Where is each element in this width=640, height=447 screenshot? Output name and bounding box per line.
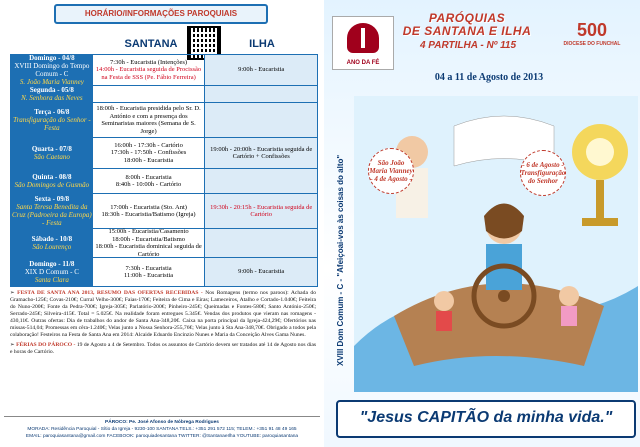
santana-entry: 18:00h - Eucaristia dominical seguida de Cartório — [95, 243, 202, 258]
ilha-entry: 9:00h - Eucaristia — [238, 66, 285, 74]
announcement-item: ➢ FÉRIAS DO PÁROCO - 19 de Agosto a 4 de Setembro. Todos os assuntos de Cartório devem ser tratados até 14 de Agosto nos dias e horas de Cartório. — [10, 342, 317, 355]
schedule-day — [11, 103, 93, 137]
day-sub: XIX D Comum - C — [24, 268, 79, 276]
day-sub2: Santa Clara — [34, 276, 69, 284]
schedule-day — [11, 258, 93, 286]
day-label: Quinta - 08/8 — [32, 173, 72, 181]
announcement-text: Nos Romagens (termo nos paroos): Achada do Gramacho-125€; Covas-210€; Curral Velho-300€; Faias-170€; Feiteira de Cima e Eiras; Lameceiros, Atalho e Cortado-1.040€; Feiteira do Nuno-200€; Fonte da Pedra-700€; Igreja-305€; Parlatório-200€; Pinheiro-245€; Queimadas e Fontes-580€; Santo António-250€; Serrado-245€; Silveira-415€. Total = 5.025€. Na realidade foram entregues 5.345€. Vendas dos produtos que vieram nas romagens - 430,11€. Outras ofertas: Dia de trabalhos do andor de Santa Ana-348,20€. Caixa na porta principal da Igreja-424,29€; Ofertórios nas missas-514,04; Promessas em cêra-1.240€; Velas junto a Nossa Senhora-255,76€; Velas junto à Sta Ana-348,70€. Obrigado a todos pela colaboração! Festeiros na Festa de Santa Ana em 2014: Alcaide Eduardo Encinzio Nunes e Maria da Conceição Alves Gama Nunes. — [10, 290, 316, 338]
santana-entry: 18:00h - Eucaristia presidida pelo Sr. D. António e com a presença dos Seminaristas maiores (Semana de S. Jorge) — [96, 105, 201, 135]
issue-number: 4 PARTILHA - Nº 115 — [419, 40, 517, 51]
santana-column-header: SANTANA — [124, 38, 178, 50]
ilha-entry: 9:00h - Eucaristia — [238, 268, 285, 276]
santana-entry: 8:00h - Eucaristia — [125, 173, 172, 181]
schedule-day — [11, 229, 93, 257]
badge-saint-text: São João Maria Vianney - 4 de Agosto - — [369, 159, 413, 183]
schedule-row — [10, 257, 318, 287]
santana-cell — [93, 169, 206, 193]
santana-cell — [93, 229, 206, 257]
year-of-faith-logo — [332, 16, 394, 70]
day-label: Terça - 06/8 — [34, 108, 70, 116]
ilha-entry: 19:00h - 20:00h - Eucaristia seguida de Cartório + Confissões — [210, 145, 313, 160]
crest-icon — [347, 23, 379, 53]
ilha-column-header: ILHA — [249, 38, 275, 50]
schedule-row — [10, 168, 318, 194]
day-sub: Santa Teresa Benedita da Cruz (Padroeira da Europa) - Festa — [11, 203, 92, 227]
santana-entry: 11:00h - Eucaristia — [123, 272, 174, 279]
seal-caption: DIOCESE DO FUNCHAL — [563, 41, 621, 47]
schedule-row — [10, 193, 318, 229]
santana-cell — [93, 138, 206, 168]
ilha-cell — [205, 169, 317, 193]
announcement-heading: FESTA DE SANTA ANA 2013, RESUMO DAS OFERTAS RECEBIDAS - — [17, 290, 203, 296]
ilha-cell — [205, 103, 317, 137]
day-label: Sábado - 10/8 — [31, 235, 73, 243]
slogan-banner: "Jesus CAPITÃO da minha vida." — [336, 400, 636, 438]
schedule-row — [10, 54, 318, 86]
santana-entry: 7:30h - Eucaristia (Intenções) — [110, 58, 188, 66]
santana-entry: 15:00h - Eucaristia/Casamento — [108, 228, 189, 235]
schedule-row — [10, 85, 318, 103]
ilha-cell — [205, 258, 317, 286]
badge-transfiguration — [520, 150, 566, 196]
santana-entry: 18:00h - Eucaristia/Batismo — [112, 235, 186, 243]
seal-number: 500 — [576, 20, 608, 40]
santana-cell — [93, 194, 206, 228]
right-page — [324, 0, 640, 447]
ilha-entry: 19:30h - 20:15h - Eucaristia seguida de Cartório — [210, 203, 313, 218]
day-sub: São Caetano — [33, 153, 70, 161]
day-label: Sexta - 09/8 — [34, 195, 70, 203]
schedule-day — [11, 86, 93, 102]
santana-cell — [93, 258, 206, 286]
day-sub: N. Senhora das Neves — [21, 94, 83, 102]
left-page — [2, 0, 320, 447]
day-sub2: S. João Maria Vianney — [19, 78, 84, 86]
day-label: Quarta - 07/8 — [31, 145, 72, 153]
ilha-cell — [205, 86, 317, 102]
santana-entry: 14:00h - Eucaristia seguida de Procissão na Festa de SSS (Pe. Fábio Ferreira) — [95, 66, 202, 81]
footer-address: MORADA: Residência Paroquial - Sítio da Igreja - 9230-100 SANTANA TELS.: +351 291 572 115; TELEM.: +351 91 48 49 165 — [27, 427, 297, 432]
parish-title-line2: DE SANTANA E ILHA — [402, 24, 532, 38]
parish-title-line1: PARÓQUIAS — [428, 11, 506, 25]
vertical-slogan: XVIII Dom Comum - C - "Afeiçoai-vos às coisas do alto" — [336, 154, 345, 366]
santana-cell — [93, 86, 206, 102]
announcement-item: ➢ FESTA DE SANTA ANA 2013, RESUMO DAS OFERTAS RECEBIDAS - Nos Romagens (termo nos paroos): Achada do Gramacho-125€; Covas-210€; Curral Velho-300€; Faias-170€; Feiteira de Cima e Eiras; Lameceiros, Atalho e Cortado-1.040€; Feiteira do Nuno-200€; Fonte da Pedra-700€; Igreja-305€; Parlatório-200€; Pinheiro-245€; Queimadas e Fontes-580€; Santo António-250€; Serrado-245€; Silveira-415€. Total = 5.025€. Na realidade foram entregues 5.345€. Vendas dos produtos que vieram nas romagens - 430,11€. Outras ofertas: Dia de trabalhos do andor de Santa Ana-348,20€. Caixa na porta principal da Igreja-424,29€; Ofertórios nas missas-514,04; Promessas em cêra-1.240€; Velas junto a Nossa Senhora-255,76€; Velas junto à Sta Ana-348,70€. Obrigado a todos pela colaboração! Festeiros na Festa de Santa Ana em 2014: Alcaide Eduardo Encinzio Nunes e Maria da Conceição Alves Gama Nunes. — [10, 290, 316, 338]
logo-caption: ANO DA FÉ — [346, 60, 380, 66]
footer-contacts: EMAIL: paroquiasantana@gmail.com FACEBOOK: paroquiadesantana TWITTER: @SantanaeIlha YOUTUBE: paroquiasantana — [25, 434, 299, 439]
day-label: Domingo - 04/8 — [29, 54, 75, 62]
schedule-title: HORÁRIO/INFORMAÇÕES PAROQUIAIS — [54, 4, 268, 24]
announcement-heading: FÉRIAS DO PÁROCO - — [16, 342, 76, 348]
santana-entry: 8:40h - 10:00h - Cartório — [115, 181, 182, 188]
schedule-day — [11, 169, 93, 193]
santana-entry: 17:00h - Eucaristia (Sto. Ant) — [110, 203, 187, 211]
ilha-cell — [205, 229, 317, 257]
schedule-day — [11, 138, 93, 168]
santana-cell — [93, 55, 206, 85]
announcement-text: 19 de Agosto a 4 de Setembro. Todos os assuntos de Cartório devem ser tratados até 14 de Agosto nos dias e horas de Cartório. — [10, 342, 317, 355]
footer-priest: PÁROCO: Pe. José Afonso de Nóbrega Rodrigues — [105, 420, 219, 425]
badge-transfiguration-text: - 6 de Agosto - Transfiguração do Senhor — [520, 161, 566, 185]
santana-entry: 18:00h - Eucaristia — [123, 156, 174, 164]
schedule-row — [10, 228, 318, 258]
parish-title — [392, 12, 542, 38]
santana-entry: 16:00h - 17:30h - Cartório — [114, 141, 183, 149]
ilha-cell — [205, 194, 317, 228]
announcements — [10, 290, 316, 359]
ilha-cell — [205, 55, 317, 85]
schedule-day — [11, 55, 93, 85]
illustration — [354, 96, 638, 392]
santana-entry: 17:30h - 17:50h - Confissões — [110, 149, 187, 157]
schedule-day — [11, 194, 93, 228]
date-range: 04 a 11 de Agosto de 2013 — [434, 72, 544, 83]
day-sub: São Lourenço — [32, 243, 72, 251]
santana-entry: 7:30h - Eucaristia — [125, 264, 172, 272]
day-label: Domingo - 11/8 — [29, 260, 75, 268]
ilha-cell — [205, 138, 317, 168]
santana-entry: 18:30h - Eucaristia/Batismo (Igreja) — [101, 211, 196, 218]
day-sub: São Domingos de Gusmão — [14, 181, 90, 189]
diocese-seal — [552, 20, 632, 70]
day-label: Segunda - 05/8 — [29, 86, 74, 94]
schedule-row — [10, 102, 318, 138]
day-sub: Transfiguração do Senhor - Festa — [13, 116, 91, 132]
badge-saint — [368, 148, 414, 194]
schedule-row — [10, 137, 318, 169]
day-sub: XVIII Domingo do Tempo Comum - C — [14, 62, 90, 78]
santana-cell — [93, 103, 206, 137]
contact-footer — [4, 416, 320, 447]
